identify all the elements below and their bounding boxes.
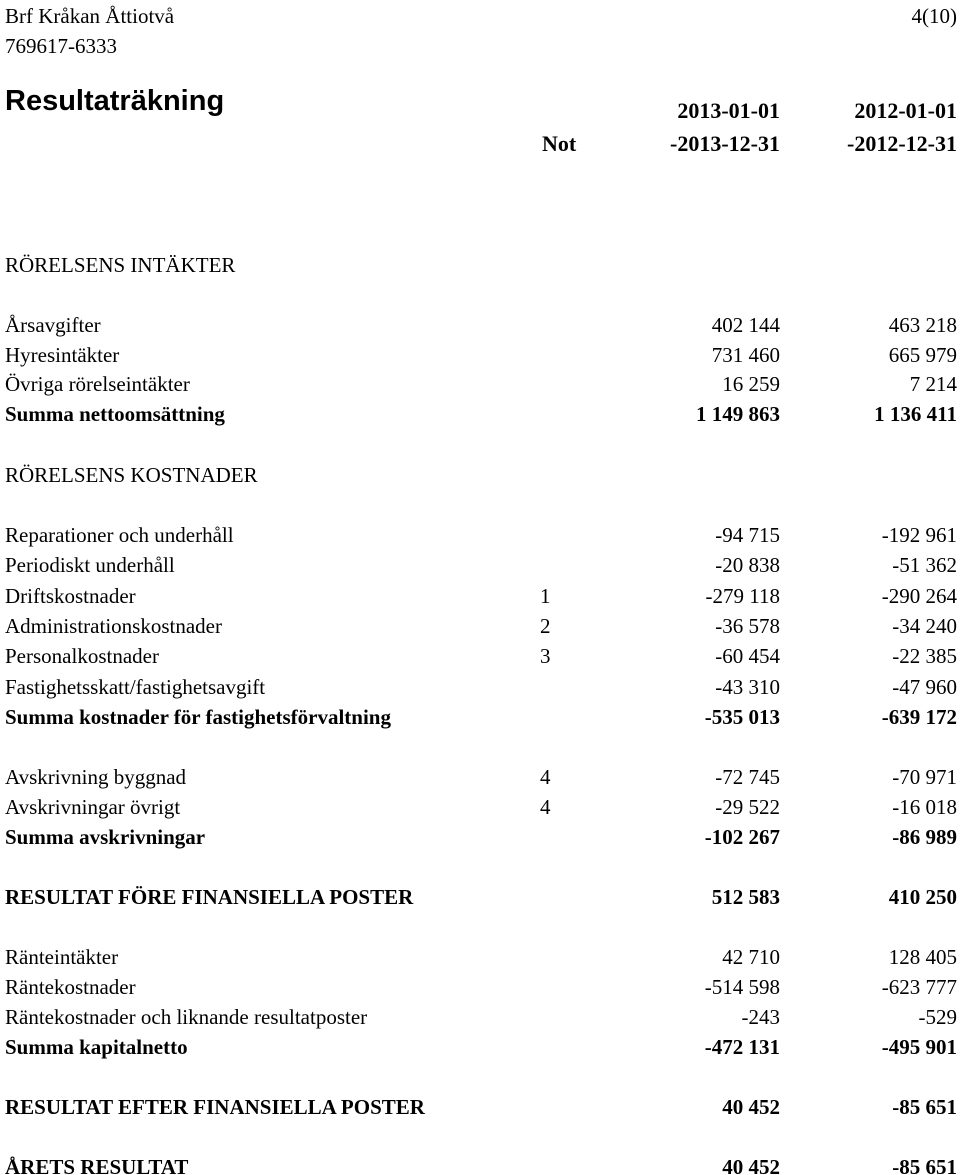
period-previous-start: 2012-01-01 <box>854 98 957 123</box>
table-row <box>0 369 960 399</box>
row-value-2012: 463 218 <box>888 313 957 337</box>
table-row <box>0 520 960 550</box>
row-value-2013: -243 <box>741 1005 780 1029</box>
period-current-start: 2013-01-01 <box>677 98 780 123</box>
row-label: ÅRETS RESULTAT <box>5 1155 189 1175</box>
table-row <box>0 762 960 792</box>
row-value-2013: 40 452 <box>722 1155 780 1175</box>
row-value-2012: 1 136 411 <box>874 402 957 426</box>
page-title: Resultaträkning <box>5 85 225 117</box>
row-value-2012: -529 <box>918 1005 957 1029</box>
table-row <box>0 550 960 580</box>
row-label: Fastighetsskatt/fastighetsavgift <box>5 675 266 699</box>
row-note: 3 <box>540 644 551 668</box>
table-row <box>0 792 960 822</box>
organization-name: Brf Kråkan Åttiotvå <box>5 4 175 28</box>
row-value-2012: -290 264 <box>881 584 957 608</box>
row-value-2013: 42 710 <box>722 945 780 969</box>
table-row <box>0 641 960 671</box>
subtotal-row <box>0 399 960 429</box>
table-row <box>0 672 960 702</box>
row-label: Summa nettoomsättning <box>5 402 225 426</box>
row-label: Ränteintäkter <box>5 945 119 969</box>
table-row <box>0 611 960 641</box>
row-value-2013: -29 522 <box>715 795 780 819</box>
section-heading-income <box>0 250 960 280</box>
row-note: 4 <box>540 795 551 819</box>
section-heading-label: RÖRELSENS KOSTNADER <box>5 463 258 487</box>
organization-number: 769617-6333 <box>5 34 117 58</box>
row-value-2013: -514 598 <box>704 975 780 999</box>
section-heading-label: RÖRELSENS INTÄKTER <box>5 253 236 277</box>
row-value-2013: -60 454 <box>715 644 780 668</box>
note-column-header: Not <box>542 131 577 156</box>
row-label: Summa kostnader för fastighetsförvaltning <box>5 705 391 729</box>
period-previous-end: -2012-12-31 <box>847 131 957 156</box>
row-value-2013: -94 715 <box>715 523 780 547</box>
row-value-2013: -535 013 <box>704 705 780 729</box>
row-value-2012: -47 960 <box>892 675 957 699</box>
row-label: Administrationskostnader <box>5 614 222 638</box>
row-value-2012: -639 172 <box>881 705 957 729</box>
row-value-2012: 128 405 <box>888 945 957 969</box>
row-value-2012: -51 362 <box>892 553 957 577</box>
table-row <box>0 340 960 370</box>
row-value-2013: -36 578 <box>715 614 780 638</box>
row-label: Avskrivning byggnad <box>5 765 187 789</box>
row-label: Avskrivningar övrigt <box>5 795 181 819</box>
row-label: RESULTAT EFTER FINANSIELLA POSTER <box>5 1095 425 1119</box>
row-label: Räntekostnader <box>5 975 136 999</box>
subtotal-row <box>0 1032 960 1062</box>
table-row <box>0 581 960 611</box>
table-row <box>0 942 960 972</box>
row-note: 1 <box>540 584 551 608</box>
table-row <box>0 972 960 1002</box>
row-label: Summa kapitalnetto <box>5 1035 188 1059</box>
row-value-2013: -102 267 <box>704 825 780 849</box>
year-result-row <box>0 1152 960 1175</box>
row-label: Räntekostnader och liknande resultatposter <box>5 1005 368 1029</box>
row-label: Personalkostnader <box>5 644 159 668</box>
row-label: Reparationer och underhåll <box>5 523 234 547</box>
period-current-end: -2013-12-31 <box>670 131 780 156</box>
row-value-2013: 1 149 863 <box>696 402 780 426</box>
row-value-2013: -20 838 <box>715 553 780 577</box>
row-value-2012: -495 901 <box>881 1035 957 1059</box>
row-value-2012: -34 240 <box>892 614 957 638</box>
row-value-2013: 731 460 <box>711 343 780 367</box>
row-value-2013: -72 745 <box>715 765 780 789</box>
row-label: Driftskostnader <box>5 584 136 608</box>
row-label: Övriga rörelseintäkter <box>5 372 190 396</box>
row-value-2012: -192 961 <box>881 523 957 547</box>
row-value-2012: -22 385 <box>892 644 957 668</box>
row-value-2012: -85 651 <box>892 1095 957 1119</box>
row-value-2013: 40 452 <box>722 1095 780 1119</box>
section-heading-costs <box>0 460 960 490</box>
row-note: 4 <box>540 765 551 789</box>
result-after-financial-row <box>0 1092 960 1122</box>
row-value-2013: 16 259 <box>722 372 780 396</box>
row-label: Summa avskrivningar <box>5 825 206 849</box>
row-value-2013: 512 583 <box>711 885 780 909</box>
subtotal-row <box>0 822 960 852</box>
subtotal-row <box>0 702 960 732</box>
row-value-2012: 7 214 <box>909 372 957 396</box>
row-label: Årsavgifter <box>5 313 101 337</box>
row-value-2012: 665 979 <box>888 343 957 367</box>
row-value-2012: -86 989 <box>892 825 957 849</box>
row-value-2013: 402 144 <box>711 313 780 337</box>
row-value-2012: -70 971 <box>892 765 957 789</box>
table-row <box>0 1002 960 1032</box>
row-value-2013: -279 118 <box>705 584 780 608</box>
row-value-2012: -623 777 <box>881 975 957 999</box>
row-label: Periodiskt underhåll <box>5 553 175 577</box>
result-before-financial-row <box>0 882 960 912</box>
row-label: Hyresintäkter <box>5 343 120 367</box>
page-number: 4(10) <box>911 4 957 28</box>
row-value-2012: -85 651 <box>892 1155 957 1175</box>
row-value-2013: -43 310 <box>715 675 780 699</box>
row-value-2012: 410 250 <box>888 885 957 909</box>
row-note: 2 <box>540 614 551 638</box>
row-label: RESULTAT FÖRE FINANSIELLA POSTER <box>5 885 414 909</box>
table-row <box>0 310 960 340</box>
row-value-2012: -16 018 <box>892 795 957 819</box>
row-value-2013: -472 131 <box>704 1035 780 1059</box>
